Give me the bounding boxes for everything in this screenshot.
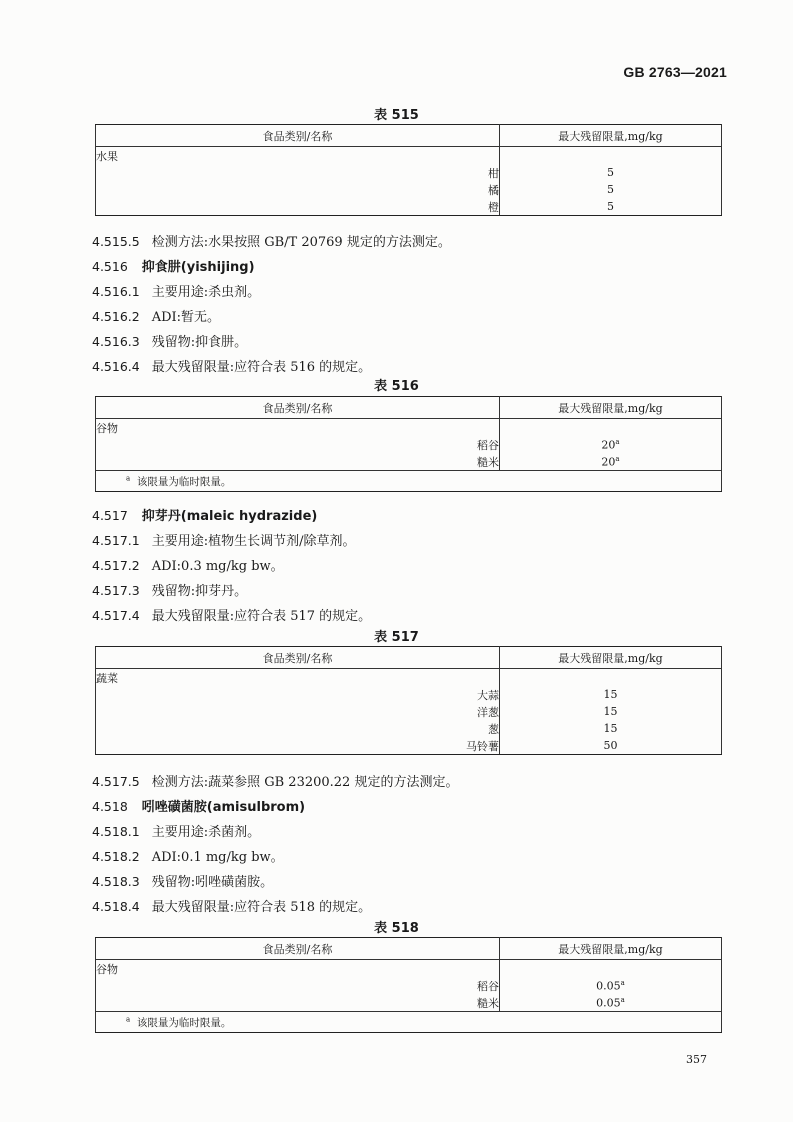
paragraph-4516-3: 4.516.3 残留物:抑食肼。: [92, 334, 248, 350]
table-517-title: 表 517: [374, 630, 419, 645]
table-category: 谷物: [96, 419, 500, 437]
standard-code: GB 2763—2021: [623, 64, 727, 80]
table-row-value: 15: [500, 686, 722, 703]
heading-4516: 4.516 抑食肼(yishijing): [92, 259, 255, 275]
table-footnote: $^a$ 该限量为临时限量。: [96, 1012, 722, 1033]
table-row-value: 15: [500, 703, 722, 720]
table-row-value: 15: [500, 720, 722, 737]
page-number: 357: [686, 1053, 707, 1066]
table-header-mrl: 最大残留限量,mg/kg: [500, 938, 722, 960]
table-row-name: 橘: [96, 181, 500, 198]
paragraph-4517-5: 4.517.5 检测方法:蔬菜参照 GB 23200.22 规定的方法测定。: [92, 774, 459, 790]
table-row-name: 柑: [96, 164, 500, 181]
table-row-name: 大蒜: [96, 686, 500, 703]
table-header-mrl: 最大残留限量,mg/kg: [500, 647, 722, 669]
table-517: [95, 646, 722, 755]
table-row-value: 20$^a$: [500, 453, 722, 471]
paragraph-4515-5: 4.515.5 检测方法:水果按照 GB/T 20769 规定的方法测定。: [92, 234, 451, 250]
table-row-value: 20$^a$: [500, 436, 722, 453]
table-row-value: 0.05$^a$: [500, 994, 722, 1012]
table-header-mrl: 最大残留限量,mg/kg: [500, 125, 722, 147]
table-518-title: 表 518: [374, 921, 419, 936]
table-row-name: 糙米: [96, 453, 500, 471]
table-row-value: 0.05$^a$: [500, 977, 722, 994]
table-category: 蔬菜: [96, 669, 500, 687]
paragraph-4518-2: 4.518.2 ADI:0.1 mg/kg bw。: [92, 849, 284, 865]
table-row-name: 马铃薯: [96, 737, 500, 755]
table-row-value: 5: [500, 181, 722, 198]
table-header-category: 食品类别/名称: [96, 647, 500, 669]
table-row-value: 50: [500, 737, 722, 755]
table-row-name: 洋葱: [96, 703, 500, 720]
paragraph-4516-4: 4.516.4 最大残留限量:应符合表 516 的规定。: [92, 359, 372, 375]
table-row-name: 葱: [96, 720, 500, 737]
paragraph-4518-3: 4.518.3 残留物:吲唑磺菌胺。: [92, 874, 274, 890]
table-row-name: 稻谷: [96, 977, 500, 994]
table-header-mrl: 最大残留限量,mg/kg: [500, 397, 722, 419]
paragraph-4516-2: 4.516.2 ADI:暂无。: [92, 309, 221, 325]
table-header-category: 食品类别/名称: [96, 397, 500, 419]
table-516: [95, 396, 722, 492]
heading-4518: 4.518 吲唑磺菌胺(amisulbrom): [92, 799, 306, 815]
table-header-category: 食品类别/名称: [96, 125, 500, 147]
table-row-value: 5: [500, 198, 722, 216]
table-row-name: 稻谷: [96, 436, 500, 453]
table-row-name: 橙: [96, 198, 500, 216]
table-515: [95, 124, 722, 216]
table-category: 水果: [96, 147, 500, 165]
paragraph-4517-2: 4.517.2 ADI:0.3 mg/kg bw。: [92, 558, 284, 574]
table-row-name: 糙米: [96, 994, 500, 1012]
table-516-title: 表 516: [374, 379, 419, 394]
heading-4517: 4.517 抑芽丹(maleic hydrazide): [92, 508, 318, 524]
paragraph-4518-4: 4.518.4 最大残留限量:应符合表 518 的规定。: [92, 899, 372, 915]
paragraph-4517-4: 4.517.4 最大残留限量:应符合表 517 的规定。: [92, 608, 372, 624]
table-header-category: 食品类别/名称: [96, 938, 500, 960]
table-row-value: 5: [500, 164, 722, 181]
paragraph-4517-1: 4.517.1 主要用途:植物生长调节剂/除草剂。: [92, 533, 356, 549]
table-515-title: 表 515: [374, 108, 419, 123]
paragraph-4516-1: 4.516.1 主要用途:杀虫剂。: [92, 284, 261, 300]
table-category: 谷物: [96, 960, 500, 978]
table-footnote: $^a$ 该限量为临时限量。: [96, 471, 722, 492]
paragraph-4518-1: 4.518.1 主要用途:杀菌剂。: [92, 824, 261, 840]
paragraph-4517-3: 4.517.3 残留物:抑芽丹。: [92, 583, 248, 599]
table-518: [95, 937, 722, 1033]
